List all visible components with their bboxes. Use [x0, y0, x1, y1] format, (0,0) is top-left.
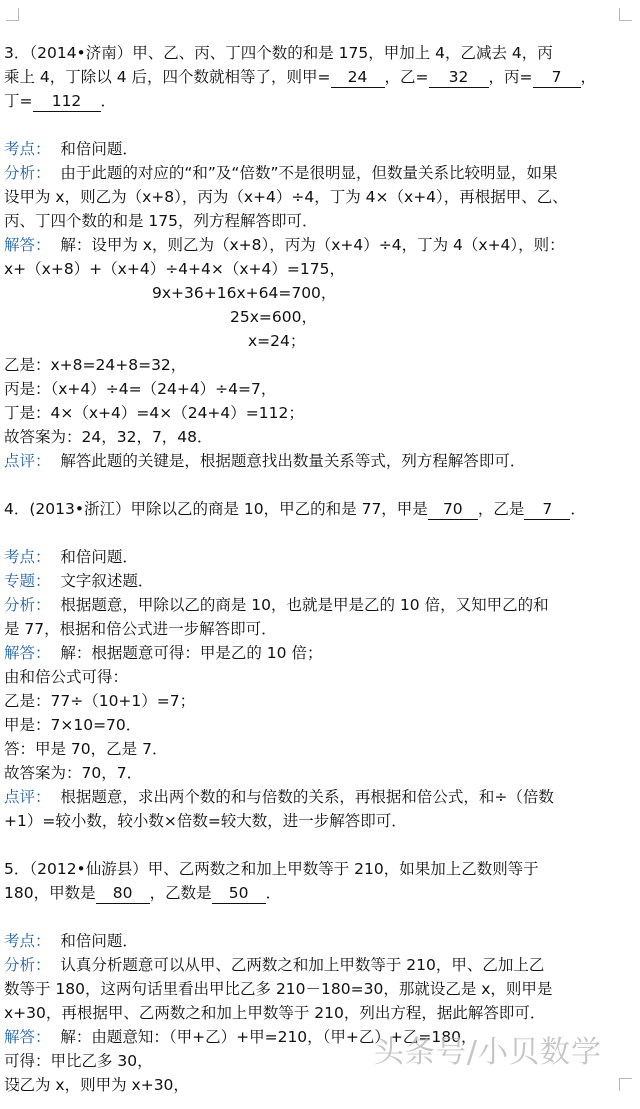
- jieda-text: x+（x+8）+（x+4）÷4+4×（x+4）=175，: [4, 260, 345, 278]
- problem-4-line: [4, 497, 634, 521]
- jieda-line: [4, 689, 634, 713]
- answer-blank: 24: [331, 67, 385, 88]
- jieda-line: [4, 1073, 634, 1097]
- jieda-line: [4, 353, 634, 377]
- jieda-text: 设乙为 x，则甲为 x+30，: [4, 1076, 189, 1094]
- answer-blank: 7: [533, 67, 581, 88]
- problem-5-line: [4, 881, 634, 905]
- answer-blank: 50: [212, 883, 266, 904]
- answer-blank: 32: [429, 67, 489, 88]
- jieda-line: [4, 377, 634, 401]
- watermark: 头条号/小贝数学: [373, 1035, 602, 1070]
- section-tag: 专题：: [4, 572, 51, 590]
- jieda-line: [4, 425, 634, 449]
- kaodian-line: [4, 137, 634, 161]
- jieda-text: 丙是：（x+4）÷4=（24+4）÷4=7，: [4, 380, 277, 398]
- problem-4-text: ．: [570, 500, 586, 518]
- kaodian-line: [4, 545, 634, 569]
- problem-3-text: 3．（2014•济南）甲、乙、丙、丁四个数的和是 175，甲加上 4，乙减去 4，丙: [4, 44, 553, 62]
- dianping-line: [4, 449, 634, 473]
- problem-3-text: ．: [100, 92, 117, 110]
- section-tag: 解答：: [4, 644, 51, 662]
- fenxi-text: 丙、丁四个数的和是 175，列方程解答即可．: [4, 212, 318, 230]
- section-tag: 考点：: [4, 932, 51, 950]
- fenxi-text: 根据题意，甲除以乙的商是 10，也就是甲是乙的 10 倍，又知甲乙的和: [50, 596, 549, 614]
- jieda-text: 解：设甲为 x，则乙为（x+8），丙为（x+4）÷4，丁为 4（x+4），则：: [50, 236, 565, 254]
- jieda-text: 丁是：4×（x+4）=4×（24+4）=112；: [4, 404, 304, 422]
- jieda-text: 解：根据题意可得：甲是乙的 10 倍；: [50, 644, 323, 662]
- section-tag: 考点：: [4, 140, 51, 158]
- page-corner-mark: [619, 8, 632, 21]
- answer-blank: 80: [96, 883, 150, 904]
- problem-3-line: [4, 41, 634, 65]
- problem-5-text: 180，甲数是: [4, 884, 96, 902]
- fenxi-text: 数等于 180，这两句话里看出甲比乙多 210－180=30，那就设乙是 x，则甲是: [4, 980, 553, 998]
- fenxi-text: 是 77，根据和倍公式进一步解答即可．: [4, 620, 277, 638]
- jieda-text: 可得：甲比乙多 30，: [4, 1052, 153, 1070]
- fenxi-line: [4, 953, 634, 977]
- section-tag: 分析：: [4, 956, 51, 974]
- answer-blank: 7: [524, 499, 570, 520]
- dianping-text: 根据题意，求出两个数的和与倍数的关系，再根据和倍公式，和÷（倍数: [50, 788, 554, 806]
- jieda-text: 乙是：x+8=24+8=32，: [4, 356, 187, 374]
- problem-5-line: [4, 857, 634, 881]
- page-corner-mark: [6, 8, 19, 21]
- jieda-line: [4, 401, 634, 425]
- jieda-line: [4, 305, 634, 329]
- dianping-line: [4, 809, 634, 833]
- jieda-line: [4, 233, 634, 257]
- kaodian-line: [4, 929, 634, 953]
- jieda-text: 25x=600，: [230, 308, 317, 326]
- problem-3-text: ，乙=: [384, 68, 429, 86]
- fenxi-text: 由于此题的对应的“和”及“倍数”不是很明显，但数量关系比较明显，如果: [50, 164, 558, 182]
- jieda-line: [4, 281, 634, 305]
- section-tag: 分析：: [4, 164, 51, 182]
- problem-3-text: 丁=: [4, 92, 33, 110]
- fenxi-line: [4, 1001, 634, 1025]
- jieda-line: [4, 665, 634, 689]
- jieda-text: 故答案为：24，32，7，48．: [4, 428, 213, 446]
- jieda-line: [4, 761, 634, 785]
- section-tag: 解答：: [4, 1028, 51, 1046]
- fenxi-line: [4, 161, 634, 185]
- section-tag: 点评：: [4, 452, 51, 470]
- dianping-text: +1）=较小数，较小数×倍数=较大数，进一步解答即可．: [4, 812, 407, 830]
- jieda-text: 故答案为：70，7．: [4, 764, 143, 782]
- jieda-line: [4, 257, 634, 281]
- section-tag: 点评：: [4, 788, 51, 806]
- dianping-text: 解答此题的关键是，根据题意找出数量关系等式，列方程解答即可．: [50, 452, 526, 470]
- jieda-line: [4, 737, 634, 761]
- document-page: [4, 41, 634, 1097]
- zhuanti-text: 文字叙述题．: [50, 572, 154, 590]
- jieda-line: [4, 713, 634, 737]
- answer-blank: 112: [33, 91, 101, 112]
- fenxi-line: [4, 977, 634, 1001]
- fenxi-line: [4, 185, 634, 209]
- problem-5-text: 5．（2012•仙游县）甲、乙两数之和加上甲数等于 210，如果加上乙数则等于: [4, 860, 539, 878]
- problem-5-text: ，乙数是: [149, 884, 212, 902]
- jieda-text: 答：甲是 70，乙是 7．: [4, 740, 168, 758]
- jieda-text: x=24；: [248, 332, 306, 350]
- jieda-text: 乙是：77÷（10+1）=7；: [4, 692, 196, 710]
- problem-3-text: 乘上 4，丁除以 4 后，四个数就相等了，则甲=: [4, 68, 331, 86]
- fenxi-line: [4, 209, 634, 233]
- jieda-text: 甲是：7×10=70．: [4, 716, 142, 734]
- zhuanti-line: [4, 569, 634, 593]
- section-tag: 分析：: [4, 596, 51, 614]
- jieda-text: 解：由题意知：（甲+乙）+甲=210，（甲+乙）+乙=180，: [50, 1028, 477, 1046]
- kaodian-text: 和倍问题．: [50, 932, 138, 950]
- fenxi-text: 认真分析题意可以从甲、乙两数之和加上甲数等于 210，甲、乙加上乙: [50, 956, 545, 974]
- jieda-text: 9x+36+16x+64=700，: [152, 284, 337, 302]
- fenxi-line: [4, 617, 634, 641]
- problem-4-text: 4．(2013•浙江）甲除以乙的商是 10，甲乙的和是 77，甲是: [4, 500, 428, 518]
- kaodian-text: 和倍问题．: [50, 548, 138, 566]
- section-tag: 解答：: [4, 236, 51, 254]
- jieda-line: [4, 329, 634, 353]
- problem-3-text: ，: [580, 68, 597, 86]
- problem-3-line: [4, 65, 634, 89]
- section-tag: 考点：: [4, 548, 51, 566]
- fenxi-line: [4, 593, 634, 617]
- fenxi-text: 设甲为 x，则乙为（x+8），丙为（x+4）÷4，丁为 4×（x+4），再根据甲、乙、: [4, 188, 568, 206]
- kaodian-text: 和倍问题．: [50, 140, 138, 158]
- answer-blank: 70: [428, 499, 478, 520]
- problem-4-text: ，乙是: [477, 500, 525, 518]
- dianping-line: [4, 785, 634, 809]
- problem-3-line: [4, 89, 634, 113]
- fenxi-text: x+30，再根据甲、乙两数之和加上甲数等于 210，列出方程，据此解答即可．: [4, 1004, 546, 1022]
- problem-5-text: ．: [265, 884, 282, 902]
- problem-3-text: ，丙=: [488, 68, 533, 86]
- jieda-line: [4, 641, 634, 665]
- jieda-text: 由和倍公式可得：: [4, 668, 129, 686]
